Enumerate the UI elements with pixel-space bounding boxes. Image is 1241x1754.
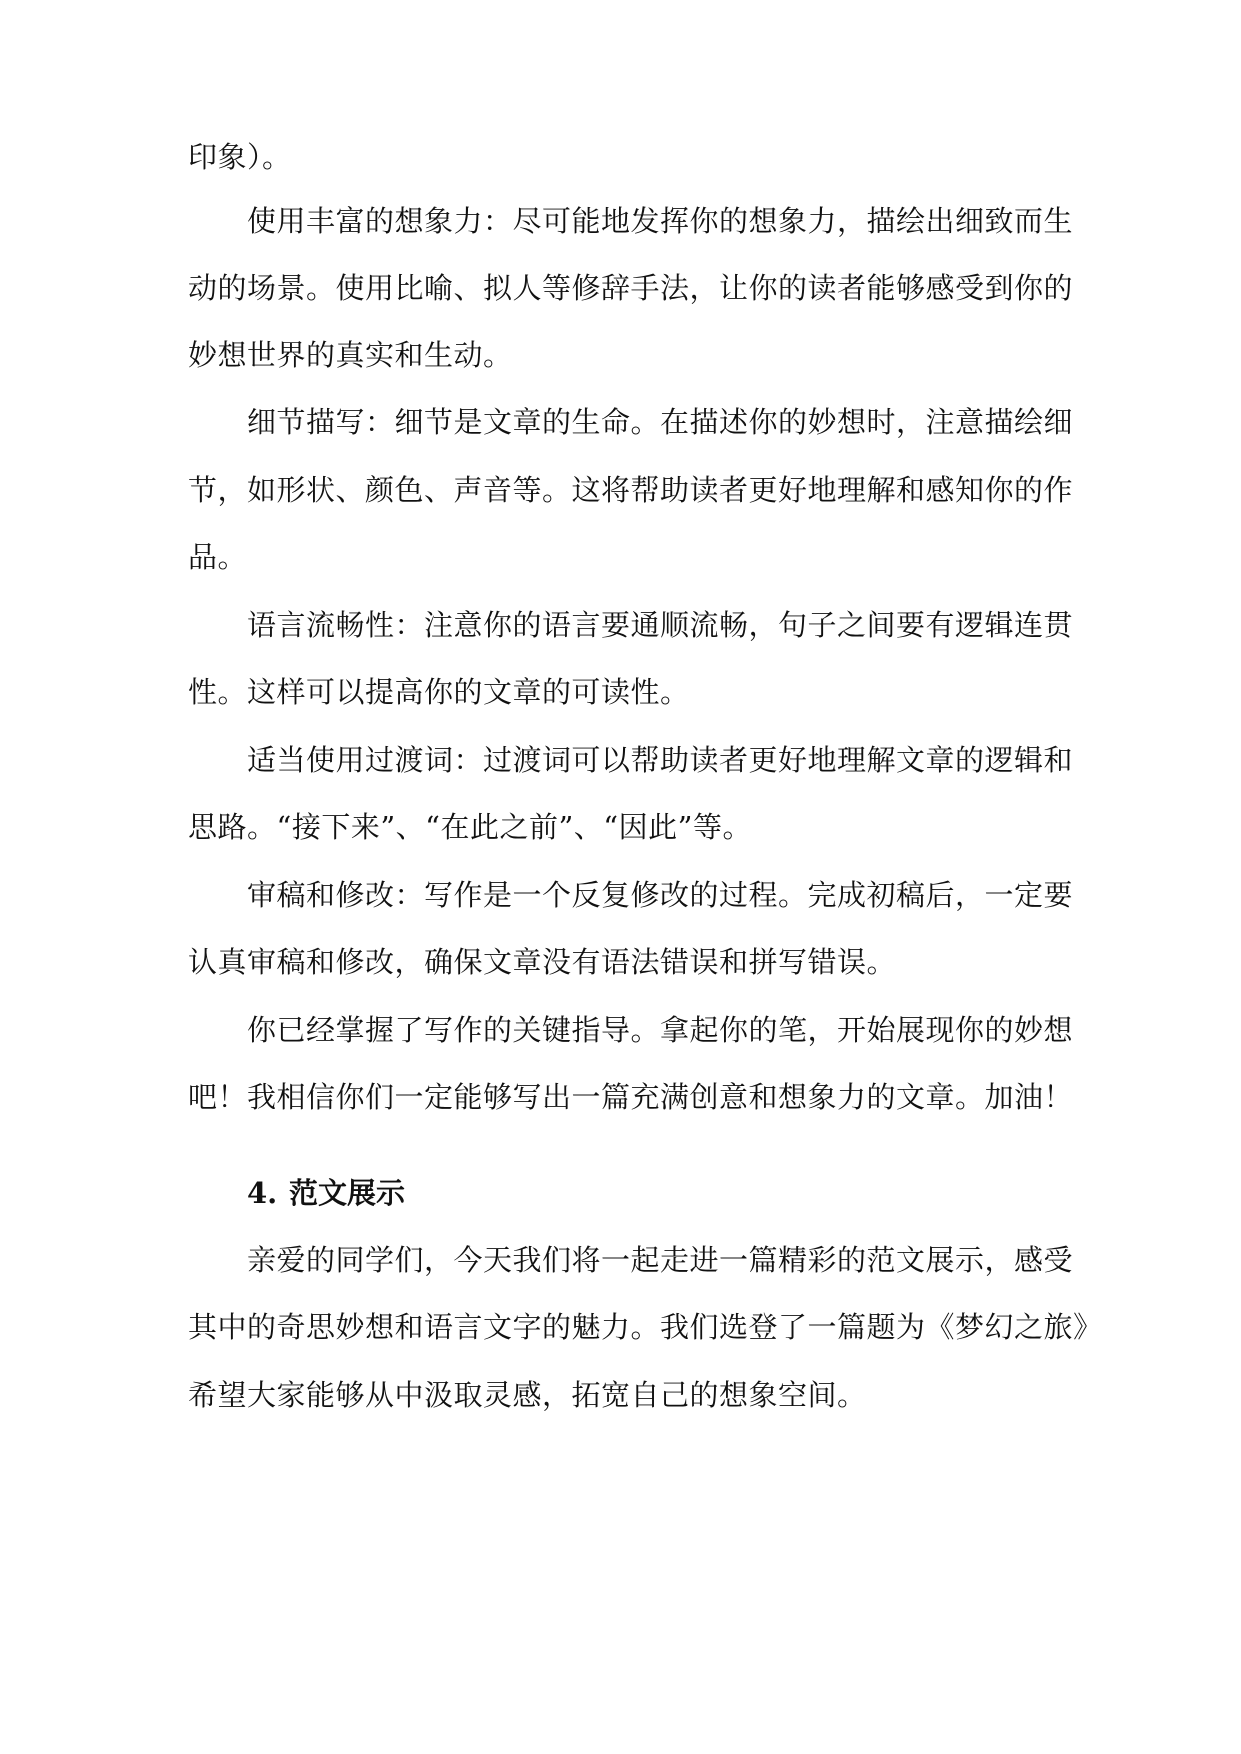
paragraph-line: 审稿和修改：写作是一个反复修改的过程。完成初稿后，一定要 xyxy=(247,878,1074,912)
section-number: 4. xyxy=(247,1176,278,1210)
paragraph-line: 语言流畅性：注意你的语言要通顺流畅，句子之间要有逻辑连贯 xyxy=(247,608,1074,642)
paragraph-line: 使用丰富的想象力：尽可能地发挥你的想象力，描绘出细致而生 xyxy=(247,204,1074,238)
paragraph-line: 认真审稿和修改，确保文章没有语法错误和拼写错误。 xyxy=(188,945,897,979)
paragraph-line: 性。这样可以提高你的文章的可读性。 xyxy=(188,675,690,709)
paragraph-line: 其中的奇思妙想和语言文字的魅力。我们选登了一篇题为《梦幻之旅》 xyxy=(188,1310,1103,1344)
paragraph-line: 动的场景。使用比喻、拟人等修辞手法，让你的读者能够感受到你的 xyxy=(188,271,1074,305)
paragraph-line: 吧！我相信你们一定能够写出一篇充满创意和想象力的文章。加油！ xyxy=(188,1080,1074,1114)
section-title: 范文展示 xyxy=(289,1176,406,1210)
paragraph-line: 品。 xyxy=(188,540,248,574)
paragraph-line: 希望大家能够从中汲取灵感，拓宽自己的想象空间。 xyxy=(188,1378,867,1412)
paragraph-line: 妙想世界的真实和生动。 xyxy=(188,338,513,372)
paragraph-line: 思路。“接下来”、“在此之前”、“因此”等。 xyxy=(188,810,752,844)
paragraph-line: 适当使用过渡词：过渡词可以帮助读者更好地理解文章的逻辑和 xyxy=(247,743,1074,777)
paragraph-line: 印象）。 xyxy=(188,140,292,174)
paragraph-line: 你已经掌握了写作的关键指导。拿起你的笔，开始展现你的妙想 xyxy=(247,1013,1074,1047)
section-heading xyxy=(247,1173,405,1213)
paragraph-line: 亲爱的同学们，今天我们将一起走进一篇精彩的范文展示，感受 xyxy=(247,1243,1074,1277)
paragraph-line: 节，如形状、颜色、声音等。这将帮助读者更好地理解和感知你的作 xyxy=(188,473,1074,507)
paragraph-line: 细节描写：细节是文章的生命。在描述你的妙想时，注意描绘细 xyxy=(247,405,1074,439)
